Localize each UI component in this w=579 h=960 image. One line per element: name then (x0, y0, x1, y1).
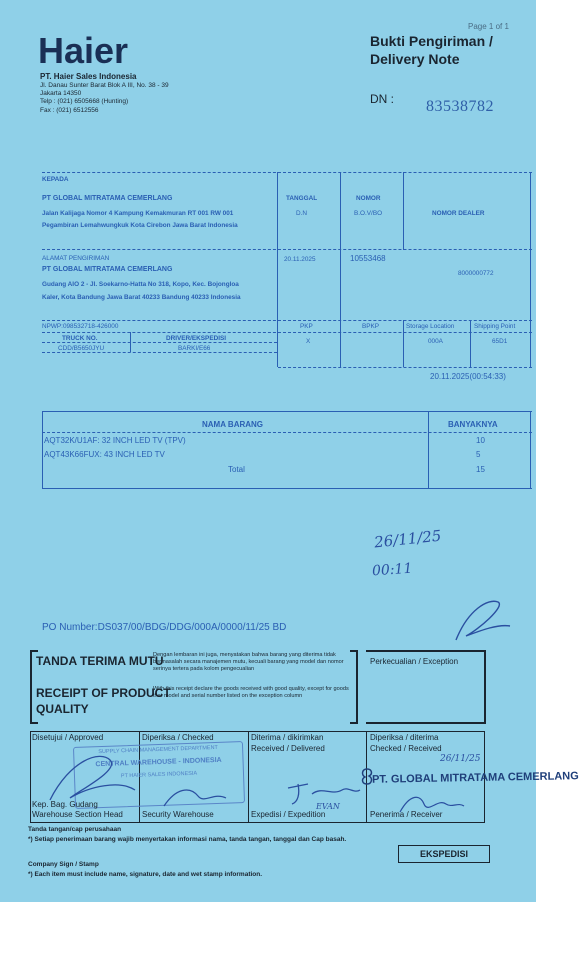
receipt-bracket-top (30, 650, 38, 652)
table-row-divider (42, 332, 532, 333)
fax-line: Fax : (021) 6512556 (40, 106, 99, 114)
stamp-line-1: SUPPLY CHAIN MANAGEMENT DEPARTMENT (98, 744, 218, 756)
exception-right-line (484, 650, 486, 724)
delivered-label-1: Diterima / dikirimkan (251, 733, 324, 742)
expedition-label: Expedisi / Expedition (251, 810, 326, 819)
title-line-en: Delivery Note (370, 51, 460, 67)
receiver-company-stamp: PT. GLOBAL MITRATAMA CEMERLANG (371, 770, 579, 786)
driver-value: BARKI/E66 (178, 345, 211, 352)
item-qty-header: BANYAKNYA (448, 420, 498, 429)
table-row-divider (42, 352, 277, 353)
receipt-right-bracket (356, 650, 358, 724)
nomor-label: NOMOR (356, 195, 381, 202)
company-address (40, 82, 169, 115)
phone-line: Telp : (021) 6505668 (Hunting) (40, 98, 129, 106)
sig-col-border (248, 731, 249, 823)
items-header-divider (42, 432, 532, 433)
section-head-label-1: Kep. Bag. Gudang (32, 800, 98, 809)
expedition-handwritten-name: EVAN (316, 802, 340, 811)
items-col-divider (428, 411, 429, 489)
bpkp-label: BPKP (362, 323, 380, 330)
dn-number: 83538782 (426, 98, 494, 115)
sig-bottom-border (30, 822, 484, 823)
stamp-line-3: PT HAIER SALES INDONESIA (120, 770, 198, 780)
storage-location-label: Storage Location (406, 323, 455, 330)
approved-label: Disetujui / Approved (32, 733, 104, 742)
item-row-2-qty: 5 (476, 450, 481, 459)
truck-label: TRUCK NO. (62, 335, 98, 342)
storage-value: 000A (428, 338, 443, 345)
dealer-value: 8000000772 (458, 270, 494, 277)
tanda-terima-text: Dengan lembaran ini juga, menyatakan bahwa barang yang diterima tidak bermasalah secara manajemen mutu, kecuali barang yang model dan nomor serinya tertera pada kolom pengecualian (153, 652, 344, 672)
table-row-divider (42, 320, 532, 321)
item-name-header: NAMA BARANG (202, 420, 264, 429)
title-line-id: Bukti Pengiriman / (370, 33, 493, 49)
item-row-1-name: AQT32K/U1AF: 32 INCH LED TV (TPV) (44, 436, 186, 445)
delivered-label-2: Received / Delivered (251, 744, 325, 753)
ship-to-name: PT GLOBAL MITRATAMA CEMERLANG (42, 266, 173, 273)
item-row-2-name: AQT43K66FUX: 43 INCH LED TV (44, 450, 165, 459)
receipt-title-1: RECEIPT OF PRODUCT (36, 686, 171, 700)
handwritten-signature-icon (448, 590, 518, 650)
npwp: NPWP:098532718-426000 (42, 323, 119, 330)
driver-label: DRIVER/EKSPEDISI (166, 335, 227, 342)
shipping-value: 65D1 (492, 338, 508, 345)
haier-logo: Haier (38, 30, 129, 71)
received-label-1: Diperiksa / diterima (370, 733, 439, 742)
print-timestamp: 20.11.2025(00:54:33) (430, 372, 506, 381)
receipt-text: With this receipt declare the goods received with good quality, except for goods that model and serial number listed on the exception column (153, 686, 349, 699)
exception-label: Perkecualian / Exception (370, 657, 459, 666)
table-row-divider (42, 342, 277, 343)
col-divider (277, 172, 278, 367)
dn-date: 20.11.2025 (284, 256, 316, 263)
page-indicator: Page 1 of 1 (468, 22, 509, 31)
note-english: *) Each item must include name, signature, date and wet stamp information. (28, 871, 263, 878)
recipient-address-2: Pegambiran Lemahwungkuk Kota Cirebon Jawa Barat Indonesia (42, 222, 238, 229)
ekspedisi-badge: EKSPEDISI (398, 845, 490, 863)
dn-label: DN : (370, 92, 394, 106)
col-divider (130, 332, 131, 352)
receipt-bracket-bottom-r (350, 722, 358, 724)
document-title (370, 32, 493, 68)
security-label: Security Warehouse (142, 810, 214, 819)
shipping-point-label: Shipping Point (474, 323, 516, 330)
sig-top-border (30, 731, 484, 732)
pkp-label: PKP (300, 323, 313, 330)
note-indonesian: *) Setiap penerimaan barang wajib menyertakan informasi nama, tanda tangan, tanggal dan Cap basah. (28, 836, 347, 843)
receipt-bracket-top-r (350, 650, 358, 652)
truck-value: CDD/B5650JYU (58, 345, 105, 352)
receipt-left-bracket (30, 650, 32, 724)
recipient-address-1: Jalan Kalijaga Nomor 4 Kampung Kemakmuran RT 001 RW 001 (42, 210, 234, 217)
company-name: PT. Haier Sales Indonesia (40, 72, 137, 81)
tanda-terima-title: TANDA TERIMA MUTU (36, 654, 164, 668)
exception-top-line (366, 650, 486, 652)
company-sign-note-en: Company Sign / Stamp (28, 861, 99, 868)
receiver-handwritten-date: 26/11/25 (440, 754, 481, 764)
item-row-1-qty: 10 (476, 436, 485, 445)
col-divider (530, 172, 531, 367)
recipient-name: PT GLOBAL MITRATAMA CEMERLANG (42, 195, 173, 202)
col-divider (470, 320, 471, 367)
ship-to-address-2: Kaler, Kota Bandung Jawa Barat 40233 Bandung 40233 Indonesia (42, 294, 241, 301)
items-top-border (42, 411, 532, 412)
table-bottom-border (278, 367, 532, 368)
address-line: Jakarta 14350 (40, 90, 82, 98)
checked-signature-icon (160, 782, 230, 812)
received-label-2: Checked / Received (370, 744, 442, 753)
sig-col-border (30, 731, 31, 823)
table-row-divider (42, 249, 532, 250)
items-bottom-border (42, 488, 532, 489)
po-number: PO Number:DS037/00/BDG/DDG/000A/0000/11/25 BD (42, 622, 287, 633)
tanggal-sub: D.N (296, 210, 308, 217)
tanggal-label: TANGGAL (286, 195, 318, 202)
receipt-title-2: QUALITY (36, 702, 89, 716)
items-right-border (530, 411, 531, 489)
stamp-line-2: CENTRAL WAREHOUSE - INDONESIA (95, 756, 222, 769)
company-sign-note: Tanda tangan/cap perusahaan (28, 826, 122, 833)
receiver-label: Penerima / Receiver (370, 810, 443, 819)
receipt-bracket-bottom (30, 722, 38, 724)
checked-label: Diperiksa / Checked (142, 733, 214, 742)
table-top-border (42, 172, 532, 173)
ship-to-address-1: Gudang AIO 2 - Jl. Soekarno-Hatta No 318, Kopo, Kec. Bojongloa (42, 281, 239, 288)
col-divider (403, 172, 404, 250)
handwritten-date: 26/11/25 (373, 526, 443, 552)
nomor-value: 10553468 (350, 254, 386, 263)
stamp-logo-icon (360, 768, 374, 786)
total-label: Total (228, 465, 245, 474)
col-divider (340, 172, 341, 367)
section-head-label-2: Warehouse Section Head (32, 810, 123, 819)
handwritten-code: 00:11 (371, 560, 413, 580)
col-divider (403, 320, 404, 367)
address-line: Jl. Danau Sunter Barat Blok A III, No. 38 - 39 (40, 82, 169, 89)
items-left-border (42, 411, 43, 489)
dealer-label: NOMOR DEALER (432, 210, 485, 217)
exception-bottom-line (366, 722, 486, 724)
ship-to-label: ALAMAT PENGIRIMAN (42, 255, 110, 262)
nomor-sub: B.O.V/BO (354, 210, 383, 217)
pkp-value: X (306, 338, 311, 345)
total-value: 15 (476, 465, 485, 474)
kepada-label: KEPADA (42, 176, 69, 183)
